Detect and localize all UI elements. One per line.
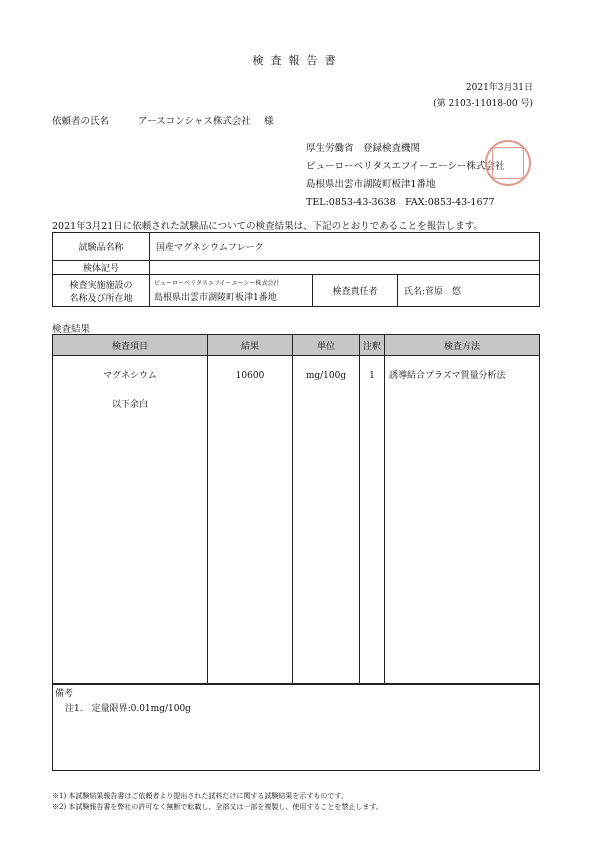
- result-note-cell: [360, 356, 385, 685]
- report-title: 検査報告書: [252, 54, 343, 67]
- facility-address: 島根県出雲市湖陵町板津1番地: [154, 293, 277, 303]
- remarks-box: [52, 683, 540, 771]
- header-unit: 単位: [293, 335, 360, 356]
- header-note: 注釈: [360, 335, 385, 356]
- report-date: 2021年3月31日: [465, 83, 533, 93]
- report-number: (第 2103-11018-00 号): [433, 99, 533, 109]
- lab-name: ビューローベリタスエフイーエーシー株式会社: [306, 161, 505, 172]
- company-seal-stamp: [485, 140, 531, 186]
- footnote-2: ※2) 本試験報告書を弊社の許可なく無断で転載し、全部又は一部を複製し、使用することを禁止します。: [52, 803, 383, 811]
- result-method-cell: [385, 356, 540, 685]
- results-label: 検査結果: [52, 324, 91, 335]
- client-name: アースコンシャス株式会社: [138, 116, 251, 127]
- end-note: 以下余白: [111, 400, 148, 410]
- client-label: 依頼者の氏名: [52, 116, 110, 127]
- sample-info-table: [52, 232, 540, 307]
- result-note: 1: [369, 371, 375, 381]
- result-unit-cell: [293, 356, 360, 685]
- sample-id: [150, 261, 540, 275]
- result-method: 誘導結合プラズマ質量分析法: [389, 371, 506, 381]
- lab-registration: 厚生労働省 登録検査機関: [306, 143, 421, 154]
- header-result: 結果: [208, 335, 293, 356]
- table-row: [53, 356, 540, 685]
- remarks-title: 備考: [55, 689, 74, 699]
- seal-inner: [492, 147, 524, 179]
- lab-address: 島根県出雲市湖陵町板津1番地: [306, 179, 436, 190]
- results-table: [52, 334, 540, 685]
- facility-name: ビューローベリタスエフイーエーシー株式会社: [154, 280, 280, 287]
- footnote-1: ※1) 本試験結果報告書はご依頼者より提出された試料だけに関する試験結果を示すものです。: [52, 792, 348, 800]
- header-item: 検査項目: [53, 335, 208, 356]
- client-honorific: 様: [264, 116, 274, 127]
- remarks-note: 注1. 定量限界:0.01mg/100g: [65, 704, 191, 714]
- intro-statement: 2021年3月21日に依頼された試験品についての検査結果は、下記のとおりであることを報告します。: [52, 221, 483, 232]
- sample-name-label: 試験品名称: [53, 233, 150, 261]
- result-item-cell: [53, 356, 208, 685]
- facility-label-line1: 検査実施施設の: [69, 280, 133, 291]
- header-method: 検査方法: [385, 335, 540, 356]
- facility-cell: [150, 275, 313, 307]
- sample-id-label: 検体記号: [53, 261, 150, 275]
- result-value: 10600: [235, 371, 265, 381]
- facility-label-line2: 名称及び所在地: [69, 293, 133, 304]
- lab-contact: TEL:0853-43-3638 FAX:0853-43-1677: [306, 197, 495, 208]
- result-value-cell: [208, 356, 293, 685]
- inspector-name: 氏名:菅原 悠: [398, 275, 540, 307]
- sample-name: 国産マグネシウムフレーク: [150, 233, 540, 261]
- facility-label: [53, 275, 150, 307]
- result-unit: mg/100g: [305, 371, 347, 381]
- inspector-label: 検査責任者: [313, 275, 398, 307]
- result-item: マグネシウム: [103, 371, 157, 381]
